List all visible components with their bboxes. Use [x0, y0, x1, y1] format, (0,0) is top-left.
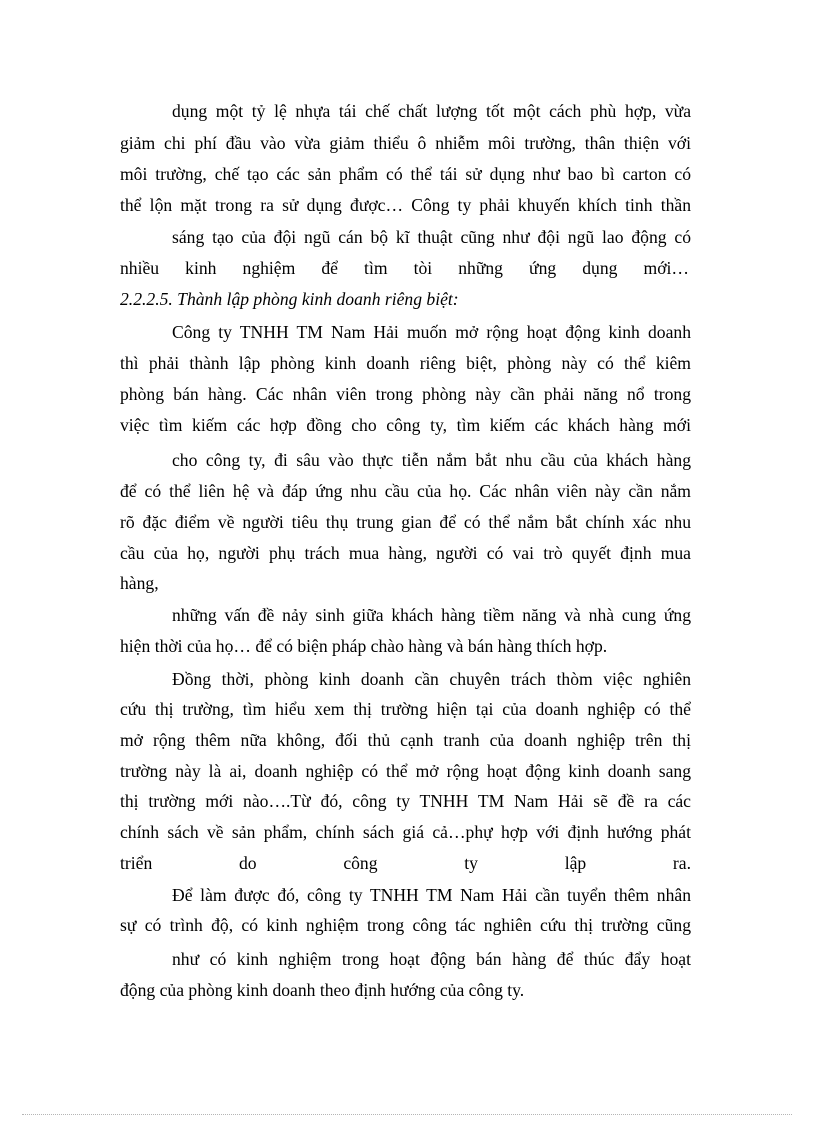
text-line: Công ty TNHH TM Nam Hải muốn mở rộng hoạt động kinh doanh — [172, 322, 691, 342]
text-line: hiện thời của họ… để có biện pháp chào hàng và bán hàng thích hợp. — [120, 636, 608, 656]
text-line: chính sách về sản phẩm, chính sách giá cả…phự hợp với định hướng phát — [120, 822, 691, 842]
text-line: thì phải thành lập phòng kinh doanh riêng biệt, phòng này có thể kiêm — [120, 353, 691, 373]
page-footer-rule — [22, 1114, 792, 1115]
text-line: rõ đặc điểm về người tiêu thụ trung gian để có thể nắm bắt chính xác nhu — [120, 512, 691, 532]
text-line: phòng bán hàng. Các nhân viên trong phòng này cần phải năng nổ trong — [120, 384, 691, 404]
text-line: triển do công ty lập ra. — [120, 853, 691, 873]
text-line: giảm chi phí đầu vào vừa giảm thiểu ô nhiễm môi trường, thân thiện với — [120, 133, 691, 153]
text-line: trường này là ai, doanh nghiệp có thể mở rộng hoạt động kinh doanh sang — [120, 761, 691, 781]
text-line: hàng, — [120, 573, 159, 593]
text-line: Để làm được đó, công ty TNHH TM Nam Hải cần tuyển thêm nhân — [172, 885, 691, 905]
text-line: Đồng thời, phòng kinh doanh cần chuyên trách thòm việc nghiên — [172, 669, 691, 689]
section-heading: 2.2.2.5. Thành lập phòng kinh doanh riêng biệt: — [120, 289, 459, 309]
text-line: mở rộng thêm nữa không, đối thủ cạnh tranh của doanh nghiệp trên thị — [120, 730, 691, 750]
text-line: dụng một tỷ lệ nhựa tái chế chất lượng tốt một cách phù hợp, vừa — [172, 101, 691, 121]
text-line: sự có trình độ, có kinh nghiệm trong công tác nghiên cứu thị trường cũng — [120, 915, 691, 935]
text-line: nhiều kinh nghiệm để tìm tòi những ứng dụng mới… — [120, 258, 689, 278]
text-line: động của phòng kinh doanh theo định hướng của công ty. — [120, 980, 525, 1000]
text-line: những vấn đề nảy sinh giữa khách hàng tiềm năng và nhà cung ứng — [172, 605, 691, 625]
text-line: môi trường, chế tạo các sản phẩm có thể tái sử dụng như bao bì carton có — [120, 164, 691, 184]
text-line: như có kinh nghiệm trong hoạt động bán hàng để thúc đẩy hoạt — [172, 949, 691, 969]
text-line: cứu thị trường, tìm hiểu xem thị trường hiện tại của doanh nghiệp có thể — [120, 699, 691, 719]
text-line: việc tìm kiếm các hợp đồng cho công ty, tìm kiếm các khách hàng mới — [120, 415, 691, 435]
text-line: cầu của họ, người phụ trách mua hàng, người có vai trò quyết định mua — [120, 543, 691, 563]
text-line: cho công ty, đi sâu vào thực tiễn nắm bắt nhu cầu của khách hàng — [172, 450, 691, 470]
text-line: thị trường mới nào….Từ đó, công ty TNHH TM Nam Hải sẽ đề ra các — [120, 791, 691, 811]
text-line: để có thể liên hệ và đáp ứng nhu cầu của họ. Các nhân viên này cần nắm — [120, 481, 691, 501]
text-line: sáng tạo của đội ngũ cán bộ kĩ thuật cũng như đội ngũ lao động có — [172, 227, 691, 247]
text-line: thể lộn mặt trong ra sử dụng được… Công ty phải khuyến khích tinh thần — [120, 195, 691, 215]
